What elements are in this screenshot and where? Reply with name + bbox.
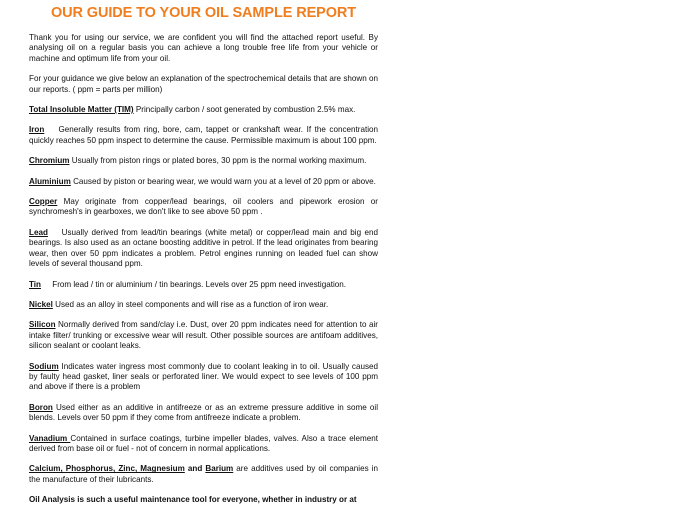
term-chromium: Chromium (29, 156, 70, 166)
entry-additives (29, 464, 378, 485)
desc-aluminium: Caused by piston or bearing wear, we would warn you at a level of 20 ppm or above. (70, 176, 376, 186)
entry-iron (29, 125, 381, 146)
term-barium: Barium (205, 464, 234, 474)
oil-report-guide-page (29, 0, 381, 524)
term-silicon: Silicon (29, 320, 56, 330)
intro-paragraph-guidance: For your guidance we give below an explanation of the spectrochemical details that are shown on our reports. ( ppm = parts per million) (29, 74, 378, 94)
term-lead: Lead (29, 227, 48, 237)
desc-vanadium: Contained in surface coatings, turbine impeller blades, valves. Also a trace element derived from base oil or fuel - not of concern in normal applications. (29, 433, 378, 453)
term-tim: Total Insoluble Matter (TIM) (29, 105, 134, 115)
entry-chromium (29, 156, 378, 166)
term-vanadium: Vanadium (29, 433, 71, 443)
entry-sodium (29, 362, 378, 393)
term-iron: Iron (29, 125, 45, 135)
desc-boron: Used either as an additive in antifreeze or as an extreme pressure additive in some oil blends. Levels over 50 ppm if they come from antifreeze indicate a problem. (29, 402, 378, 423)
intro-paragraph-thanks: Thank you for using our service, we are confident you will find the attached report useful. By analysing oil on a regular basis you can achieve a long trouble free life from your vehicle or machine and optimum life from your oil. (29, 33, 378, 63)
desc-iron: Generally results from ring, bore, cam, tappet or crankshaft wear. If the concentration quickly reaches 50 ppm inspect to determine the cause. Permissible maximum is about 100 ppm. (29, 125, 381, 145)
entry-aluminium (29, 177, 378, 187)
term-tin: Tin (29, 279, 41, 289)
desc-additives: are additives used by oil companies in the manufacture of their lubricants. (29, 464, 378, 484)
desc-tin: From lead / tin or aluminium / tin bearings. Levels over 25 ppm need investigation. (41, 279, 347, 289)
term-copper: Copper (29, 197, 58, 207)
entry-tim (29, 105, 378, 115)
entry-nickel (29, 300, 378, 310)
desc-nickel: Used as an alloy in steel components and will rise as a function of iron wear. (52, 299, 329, 309)
desc-sodium: Indicates water ingress most commonly due to coolant leaking in to oil. Usually caused by faulty head gasket, liner seals or perforated liner. We would expect to see levels of 100 ppm and above if there is a problem (29, 361, 378, 392)
term-sodium: Sodium (29, 361, 59, 371)
entry-lead (29, 227, 381, 270)
term-additives-list: Calcium, Phosphorus, Zinc, Magnesium (29, 464, 185, 474)
term-boron: Boron (29, 402, 53, 412)
desc-silicon: Normally derived from sand/clay i.e. Dust, over 20 ppm indicates need for attention to air intake filter/ trunking or excessive wear will result. Other possible sources are antifoam additives, silicon sealant or coolant leaks. (29, 320, 378, 351)
closing-statement: Oil Analysis is such a useful maintenance tool for everyone, whether in industry or at (29, 495, 357, 505)
desc-chromium: Usually from piston rings or plated bores, 30 ppm is the normal working maximum. (69, 156, 367, 166)
entry-silicon (29, 320, 378, 351)
term-nickel: Nickel (29, 299, 53, 309)
desc-copper: May originate from copper/lead bearings, oil coolers and pipework erosion or synchromesh's in gearboxes, we don't like to see above 50 ppm . (29, 197, 378, 217)
entry-vanadium (29, 434, 378, 455)
entry-tin (29, 280, 378, 290)
desc-tim: Principally carbon / soot generated by combustion 2.5% max. (133, 105, 356, 115)
term-aluminium: Aluminium (29, 176, 71, 186)
desc-lead: Usually derived from lead/tin bearings (white metal) or copper/lead main and big end bearings. Is also used as an octane boosting additive in petrol. If the lead originates from bearing wear, then over 50 ppm indicates a problem. Petrol engines running on leaded fuel can show levels of several thousand ppm. (29, 227, 381, 269)
additives-joiner: and (184, 464, 206, 474)
page-title: OUR GUIDE TO YOUR OIL SAMPLE REPORT (50, 5, 357, 21)
entry-copper (29, 197, 378, 218)
entry-boron (29, 403, 378, 424)
